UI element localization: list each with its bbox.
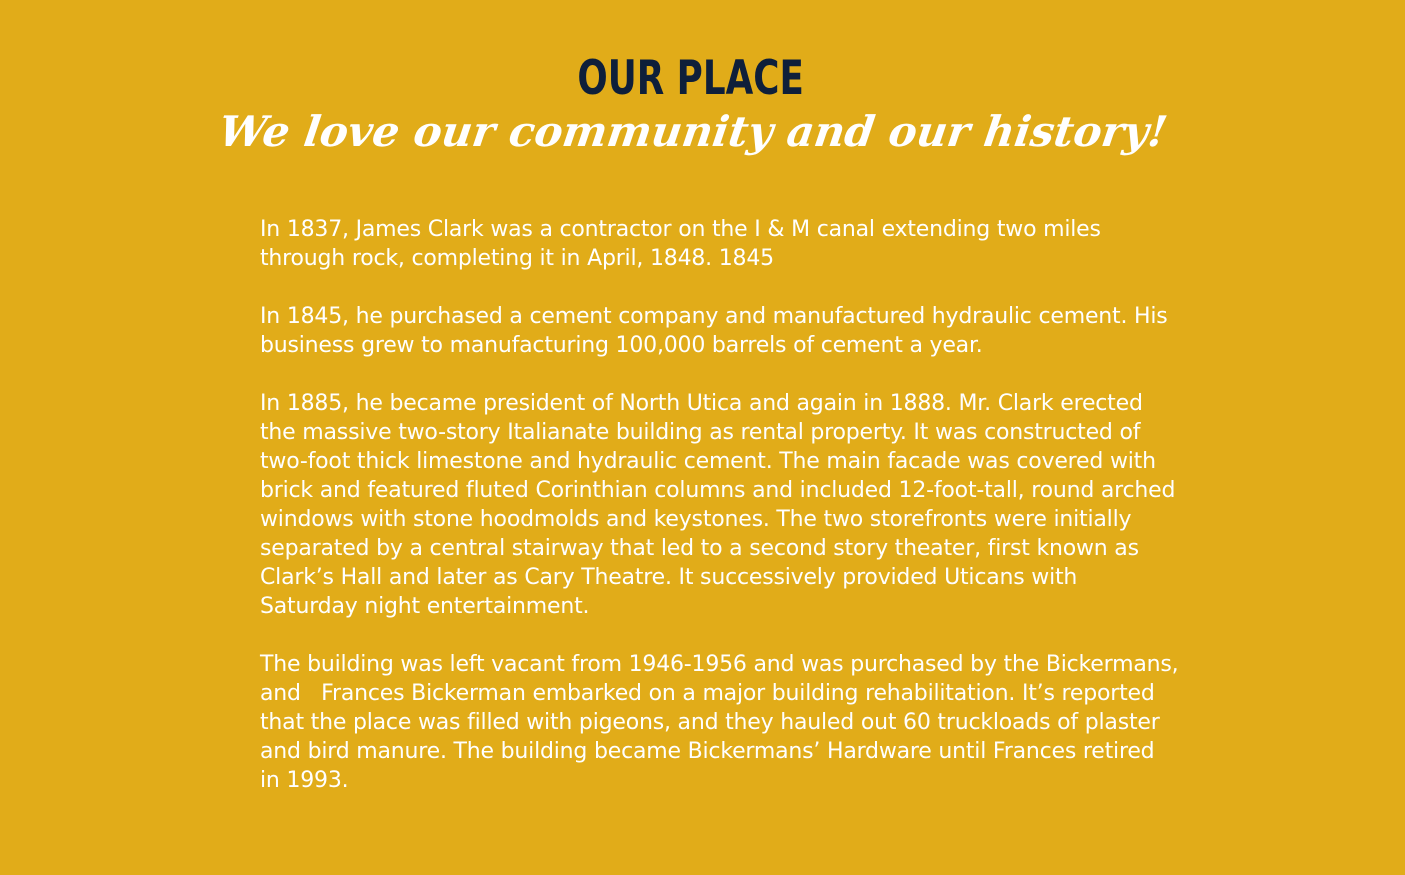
history-paragraph-4: The building was left vacant from 1946-1956 and was purchased by the Bickermans, and Frances Bickerman embarked on a major building rehabilitation. It’s reported that the place was filled with pigeons, and they hauled out 60 truckloads of plaster and bird manure. The building became Bickermans’ Hardware until Frances retired in 1993. (260, 652, 1186, 793)
history-paragraph-2: In 1845, he purchased a cement company and manufactured hydraulic cement. His business grew to manufacturing 100,000 barrels of cement a year. (260, 304, 1175, 358)
history-content (260, 215, 1186, 824)
history-paragraph-3: In 1885, he became president of North Utica and again in 1888. Mr. Clark erected the massive two-story Italianate building as rental property. It was constructed of two-foot thick limestone and hydraulic cement. The main facade was covered with brick and featured fluted Corinthian columns and included 12-foot-tall, round arched windows with stone hoodmolds and keystones. The two storefronts were initially separated by a central stairway that led to a second story theater, first known as Clark’s Hall and later as Cary Theatre. It successively provided Uticans with Saturday night entertainment. (260, 391, 1183, 619)
page-title: OUR PLACE (577, 51, 804, 107)
page-subtitle: We love our community and our history! (215, 107, 1171, 156)
history-paragraph-1: In 1837, James Clark was a contractor on the I & M canal extending two miles through rock, completing it in April, 1848. 1845 (260, 217, 1108, 271)
